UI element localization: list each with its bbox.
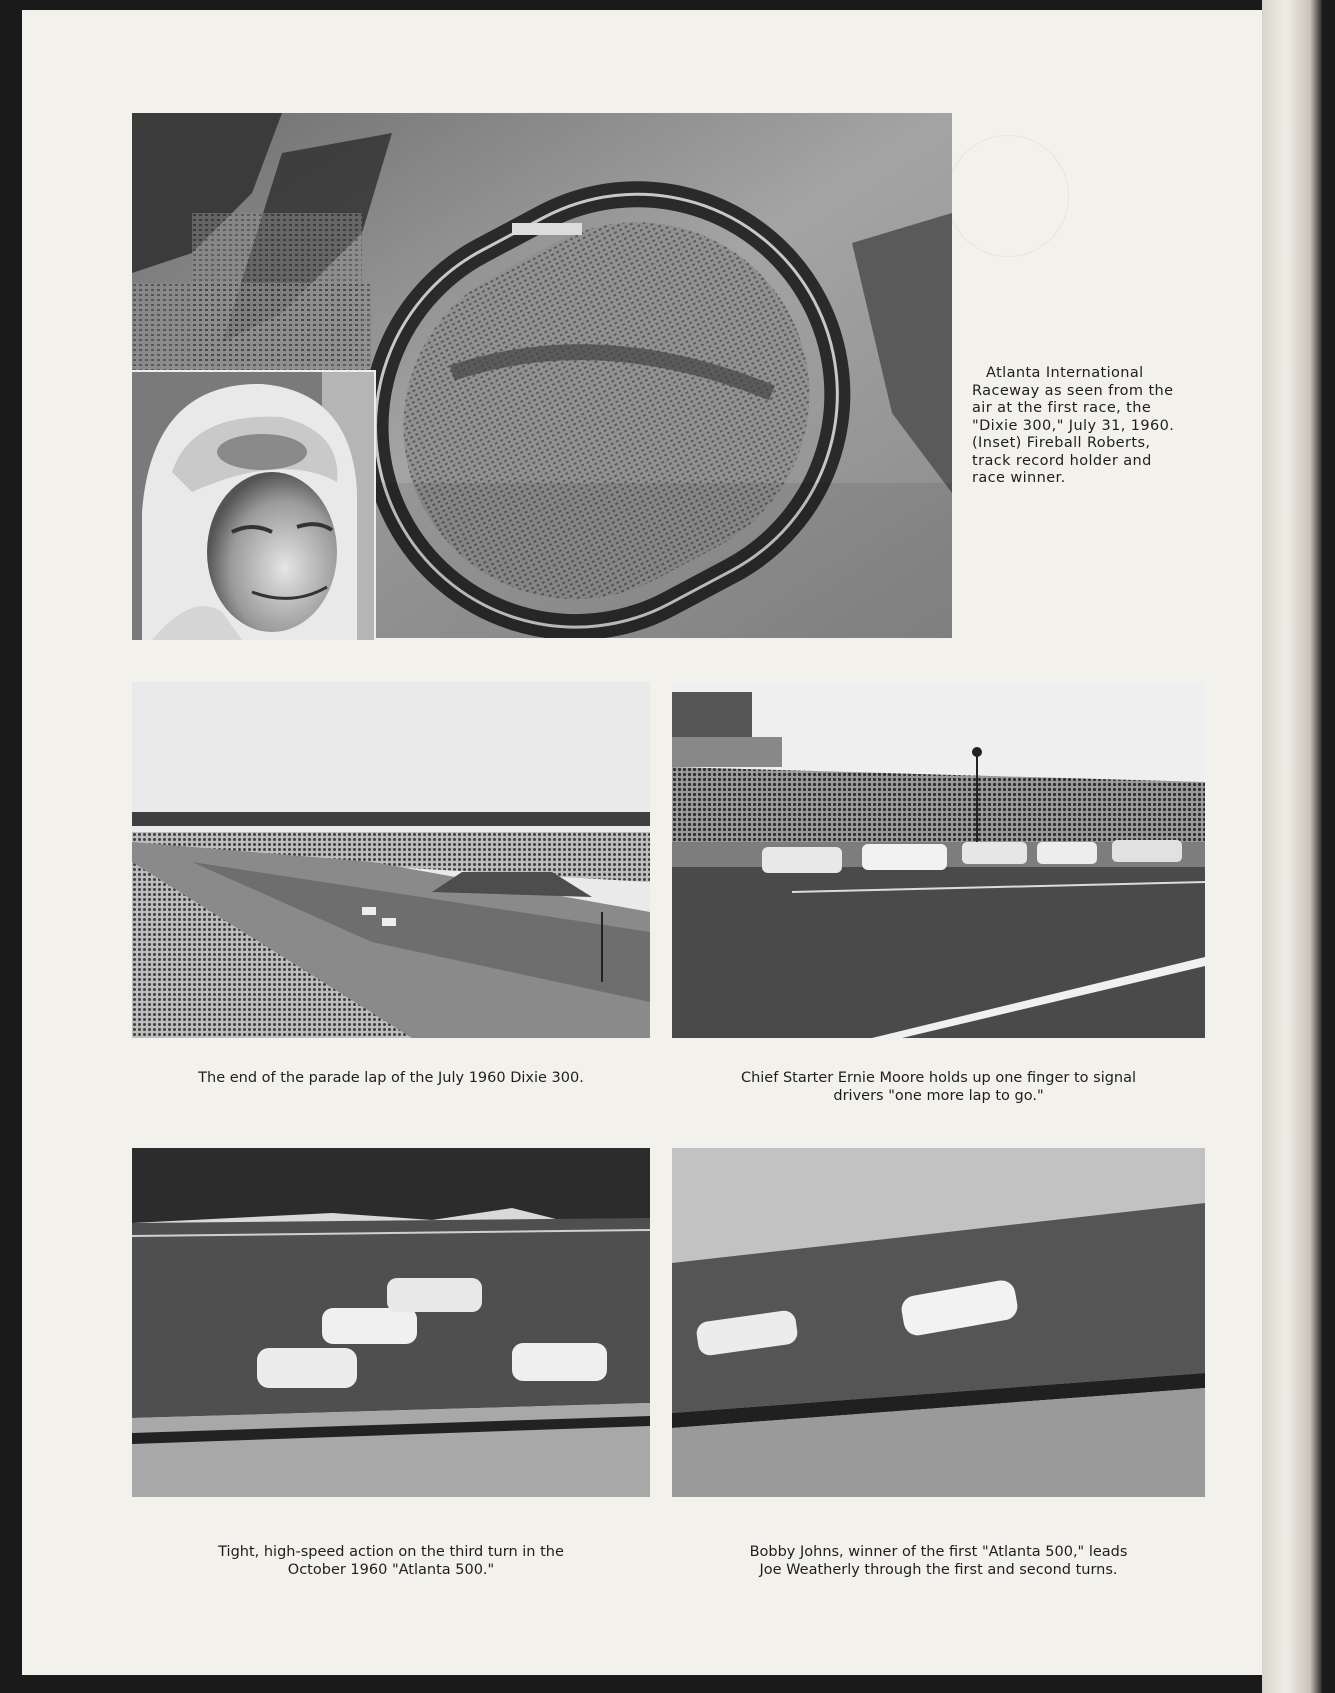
caption-line: Bobby Johns, winner of the first "Atlanta 500," leads — [749, 1544, 1128, 1560]
caption-line: Chief Starter Ernie Moore holds up one finger to signal — [740, 1070, 1137, 1086]
parade-lap-caption — [132, 1070, 650, 1088]
binding-spine — [1262, 0, 1322, 1693]
caption-line: Tight, high-speed action on the third turn in the — [218, 1544, 564, 1560]
caption-line: track record holder and — [972, 452, 1152, 469]
caption-line: The end of the parade lap of the July 1960 Dixie 300. — [198, 1070, 584, 1086]
caption-line: race winner. — [972, 470, 1066, 486]
chief-starter-photo — [672, 682, 1205, 1038]
third-turn-photo — [132, 1148, 650, 1497]
magazine-page — [22, 10, 1292, 1675]
caption-line: "Dixie 300," July 31, 1960. — [972, 417, 1175, 434]
caption-line: drivers "one more lap to go." — [833, 1087, 1044, 1104]
aerial-photo-caption — [972, 365, 1194, 488]
chief-starter-caption — [672, 1070, 1205, 1105]
first-second-turns-caption — [672, 1544, 1205, 1579]
caption-line: Joe Weatherly through the first and second turns. — [759, 1561, 1118, 1578]
caption-line: air at the first race, the — [972, 400, 1152, 416]
caption-line: Atlanta International — [986, 365, 1144, 381]
bleed-through-emblem — [947, 135, 1069, 257]
fireball-roberts-inset-photo — [132, 370, 376, 640]
caption-line: Raceway as seen from the — [972, 382, 1174, 399]
parade-lap-photo — [132, 682, 650, 1038]
third-turn-caption — [132, 1544, 650, 1579]
first-second-turns-photo — [672, 1148, 1205, 1497]
caption-line: (Inset) Fireball Roberts, — [972, 435, 1151, 451]
caption-line: October 1960 "Atlanta 500." — [287, 1561, 495, 1578]
